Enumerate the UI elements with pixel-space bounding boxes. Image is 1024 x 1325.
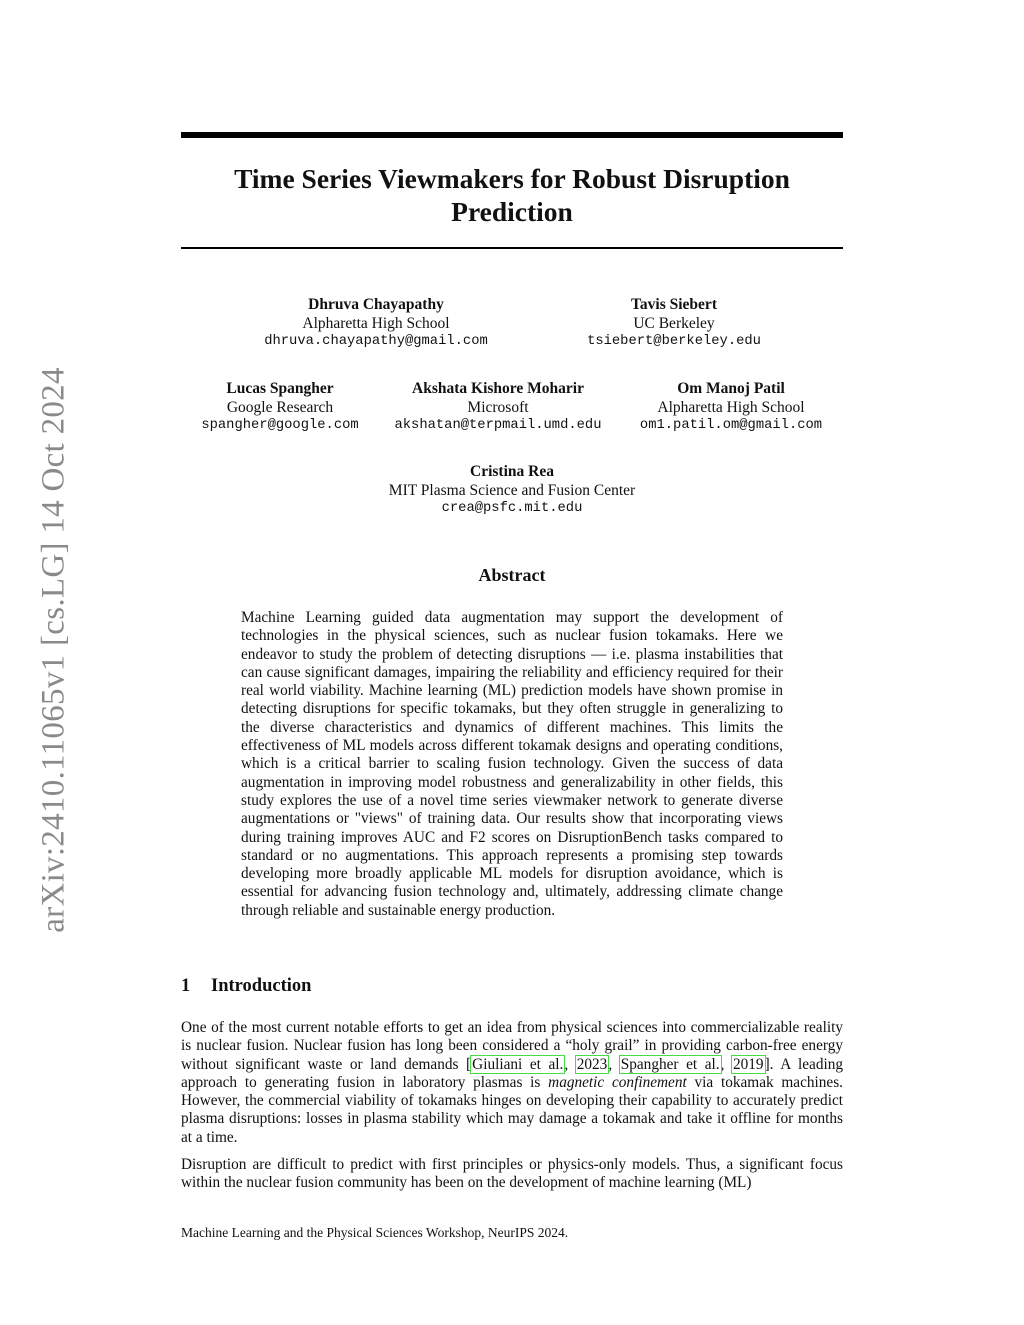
paper-title: Time Series Viewmakers for Robust Disruption Prediction bbox=[234, 163, 790, 227]
arxiv-stamp-text: arXiv:2410.11065v1 [cs.LG] 14 Oct 2024 bbox=[35, 367, 72, 933]
abstract-heading: Abstract bbox=[478, 565, 546, 585]
section-heading bbox=[181, 976, 311, 997]
paragraph-text: ]. A leading approach to generating fusion in laboratory plasmas is bbox=[181, 1055, 844, 1091]
author-email[interactable]: crea@psfc.mit.edu bbox=[441, 501, 583, 516]
author-name: Cristina Rea bbox=[470, 463, 554, 480]
citation-link[interactable]: Spangher et al. bbox=[620, 1055, 720, 1073]
author-affiliation: MIT Plasma Science and Fusion Center bbox=[388, 481, 636, 499]
author-block bbox=[352, 463, 672, 519]
title-rule-bottom bbox=[181, 247, 843, 249]
citation-separator: , bbox=[608, 1055, 620, 1073]
intro-paragraph bbox=[181, 1019, 843, 1147]
paragraph-text: One of the most current notable efforts to get an idea from physical sciences into commercializable reality is nuclear fusion. Nuclear fusion has long been considered a “holy grail” in providing carbon-free energy without significant waste or land demands [ bbox=[181, 1019, 843, 1073]
emphasis-text: magnetic confinement bbox=[548, 1073, 687, 1091]
arxiv-stamp bbox=[28, 355, 80, 945]
venue-footnote: Machine Learning and the Physical Sciences Workshop, NeurIPS 2024. bbox=[181, 1225, 569, 1240]
author-email[interactable]: spangher@google.com bbox=[201, 418, 359, 433]
author-name: Lucas Spangher bbox=[226, 380, 334, 397]
author-affiliation: Microsoft bbox=[467, 398, 529, 416]
author-email[interactable]: tsiebert@berkeley.edu bbox=[587, 334, 761, 349]
author-affiliation: Google Research bbox=[226, 398, 334, 416]
section-title: Introduction bbox=[211, 976, 312, 996]
title-rule-top bbox=[181, 132, 843, 138]
author-email[interactable]: dhruva.chayapathy@gmail.com bbox=[264, 334, 488, 349]
author-block bbox=[544, 296, 804, 352]
author-block bbox=[378, 380, 618, 436]
intro-paragraph: Disruption are difficult to predict with first principles or physics-only models. Thus, a significant focus within the nuclear fusion community has been on the development of machine learning (ML) bbox=[181, 1156, 843, 1192]
citation-separator: , bbox=[720, 1055, 732, 1073]
citation-link[interactable]: Giuliani et al. bbox=[472, 1055, 564, 1073]
author-block bbox=[180, 380, 380, 436]
author-affiliation: UC Berkeley bbox=[633, 314, 715, 332]
author-block bbox=[621, 380, 841, 436]
citation-link[interactable]: 2019 bbox=[732, 1055, 764, 1073]
author-affiliation: Alpharetta High School bbox=[657, 398, 805, 416]
paragraph-text: via tokamak machines. However, the commercial viability of tokamaks hinges on developing their capability to accurately predict plasma disruptions: losses in plasma stability which may damage a tokamak and take it offline for months at a time. bbox=[181, 1073, 844, 1146]
author-email[interactable]: om1.patil.om@gmail.com bbox=[639, 418, 823, 433]
citation-link[interactable]: 2023 bbox=[576, 1055, 608, 1073]
author-name: Dhruva Chayapathy bbox=[308, 296, 444, 313]
author-affiliation: Alpharetta High School bbox=[302, 314, 450, 332]
abstract-body: Machine Learning guided data augmentation may support the development of technologies in the physical sciences, such as nuclear fusion tokamaks. Here we endeavor to study the problem of detecting disruptions — i.e. plasma instabilities that can cause significant damages, impairing the reliability and efficiency required for their real world viability. Machine learning (ML) prediction models have shown promise in detecting disruptions for specific tokamaks, but they often struggle in generalizing to the diverse characteristics and dynamics of different machines. This limits the effectiveness of ML models across different tokamak designs and operating conditions, which is a critical barrier to scaling fusion technology. Given the success of data augmentation in improving model robustness and generalizability in other fields, this study explores the use of a novel time series viewmaker network to generate diverse augmentations or "views" of training data. Our results show that incorporating views during training improves AUC and F2 scores on DisruptionBench tasks compared to standard or no augmentations. This approach represents a promising step towards developing more broadly applicable ML models for disruption avoidance, which is essential for advancing fusion technology and, ultimately, addressing climate change through reliable and sustainable energy production. bbox=[241, 609, 783, 919]
citation-separator: , bbox=[564, 1055, 576, 1073]
author-name: Akshata Kishore Moharir bbox=[412, 380, 584, 397]
author-name: Tavis Siebert bbox=[631, 296, 717, 313]
author-block bbox=[246, 296, 506, 352]
author-email[interactable]: akshatan@terpmail.umd.edu bbox=[394, 418, 602, 433]
section-number: 1 bbox=[181, 976, 191, 996]
author-name: Om Manoj Patil bbox=[677, 380, 785, 397]
